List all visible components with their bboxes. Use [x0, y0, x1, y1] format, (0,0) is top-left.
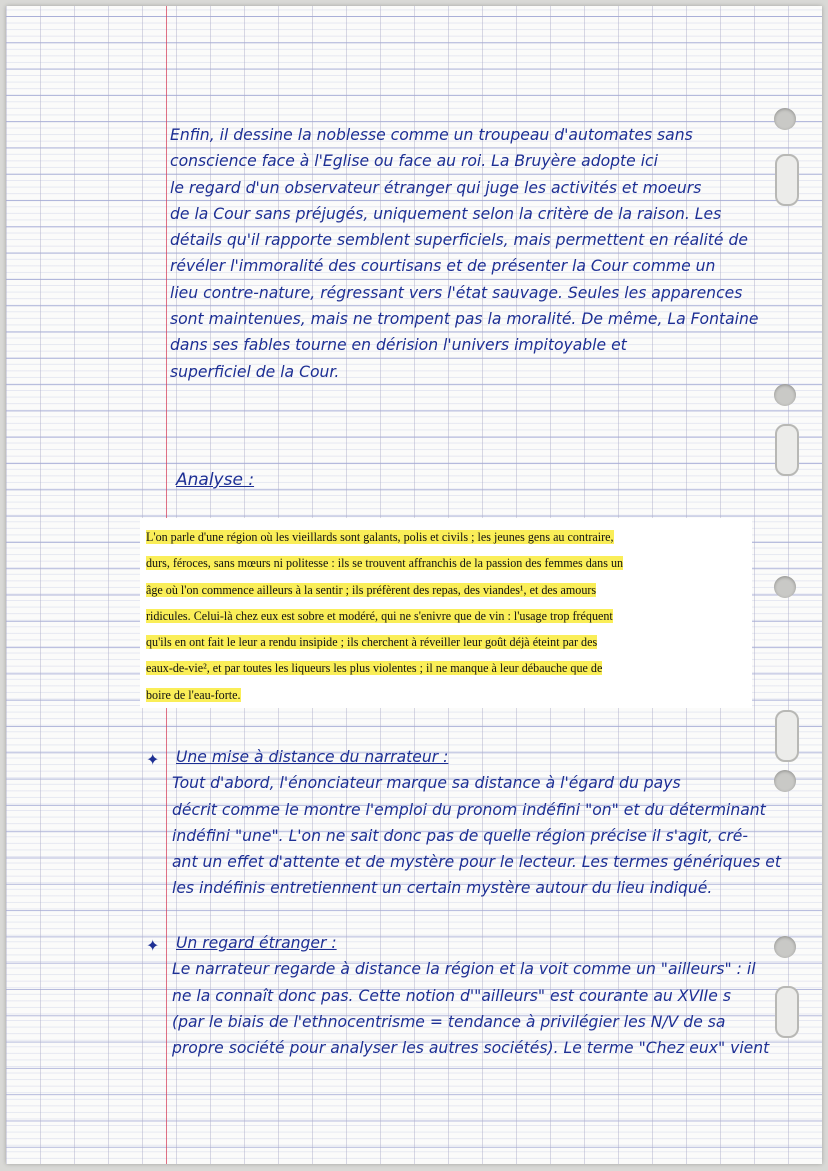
text-line: le regard d'un observateur étranger qui juge les activités et moeurs	[170, 178, 702, 197]
text-line: conscience face à l'Eglise ou face au roi. La Bruyère adopte ici	[170, 152, 658, 171]
text-line: révéler l'immoralité des courtisans et de présenter la Cour comme un	[170, 257, 716, 276]
excerpt-line: boire de l'eau-forte.	[146, 687, 241, 702]
text-line: de la Cour sans préjugés, uniquement selon la critère de la raison. Les	[170, 204, 722, 223]
excerpt-line: durs, féroces, sans mœurs ni politesse : ils se trouvent affranchis de la passion des femmes dans un	[146, 556, 624, 571]
binder-hole	[774, 384, 796, 406]
excerpt-line: qu'ils en ont fait le leur a rendu insipide ; ils cherchent à réveiller leur goût déjà éteint par des	[146, 635, 598, 650]
printed-excerpt	[140, 518, 752, 708]
text-line: indéfini "une". L'on ne sait donc pas de quelle région précise il s'agit, cré-	[172, 826, 749, 845]
text-line: ne la connaît donc pas. Cette notion d'"ailleurs" est courante au XVIIe s	[172, 986, 731, 1005]
excerpt-line: eaux-de-vie², et par toutes les liqueurs les plus violentes ; il ne manque à leur débauche que de	[146, 661, 603, 676]
text-line: sont maintenues, mais ne trompent pas la moralité. De même, La Fontaine	[170, 310, 759, 329]
text-line: décrit comme le montre l'emploi du pronom indéfini "on" et du déterminant	[172, 800, 766, 819]
text-line: lieu contre-nature, régressant vers l'état sauvage. Seules les apparences	[170, 283, 743, 302]
text-line: Enfin, il dessine la noblesse comme un troupeau d'automates sans	[170, 126, 693, 144]
text-line: ant un effet d'attente et de mystère pour le lecteur. Les termes génériques et	[172, 853, 781, 872]
excerpt-line: âge où l'on commence ailleurs à la sentir ; ils préfèrent des repas, des viandes¹, et des amours	[146, 582, 597, 597]
text-line: superficiel de la Cour.	[170, 362, 340, 381]
analysis-heading: Analyse :	[176, 470, 255, 490]
text-line: propre société pour analyser les autres sociétés). Le terme "Chez eux" vient	[172, 1039, 770, 1058]
excerpt-line: L'on parle d'une région où les vieillards sont galants, polis et civils ; les jeunes gens au contraire,	[146, 530, 614, 544]
text-line: les indéfinis entretiennent un certain mystère autour du lieu indiqué.	[172, 879, 713, 898]
text-line: (par le biais de l'ethnocentrisme = tendance à privilégier les N/V de sa	[172, 1012, 726, 1031]
section-regard-etranger	[172, 930, 816, 1061]
excerpt-line: ridicules. Celui-là chez eux est sobre et modéré, qui ne s'enivre que de vin : l'usage trop fréquent	[146, 608, 613, 623]
text-line: Le narrateur regarde à distance la région et la voit comme un "ailleurs" : il	[172, 960, 756, 979]
binder-hole	[774, 576, 796, 598]
binder-slot	[775, 424, 799, 476]
bullet-star-icon: ✦	[146, 750, 160, 769]
bullet-star-icon: ✦	[146, 936, 160, 955]
section-mise-a-distance	[172, 744, 816, 902]
text-line: Tout d'abord, l'énonciateur marque sa distance à l'égard du pays	[172, 774, 681, 793]
text-line: dans ses fables tourne en dérision l'univers impitoyable et	[170, 336, 627, 355]
section-title: Un regard étranger :	[176, 934, 337, 952]
text-line: détails qu'il rapporte semblent superficiels, mais permettent en réalité de	[170, 231, 748, 250]
handwritten-paragraph	[170, 122, 810, 385]
section-title: Une mise à distance du narrateur :	[176, 748, 449, 766]
